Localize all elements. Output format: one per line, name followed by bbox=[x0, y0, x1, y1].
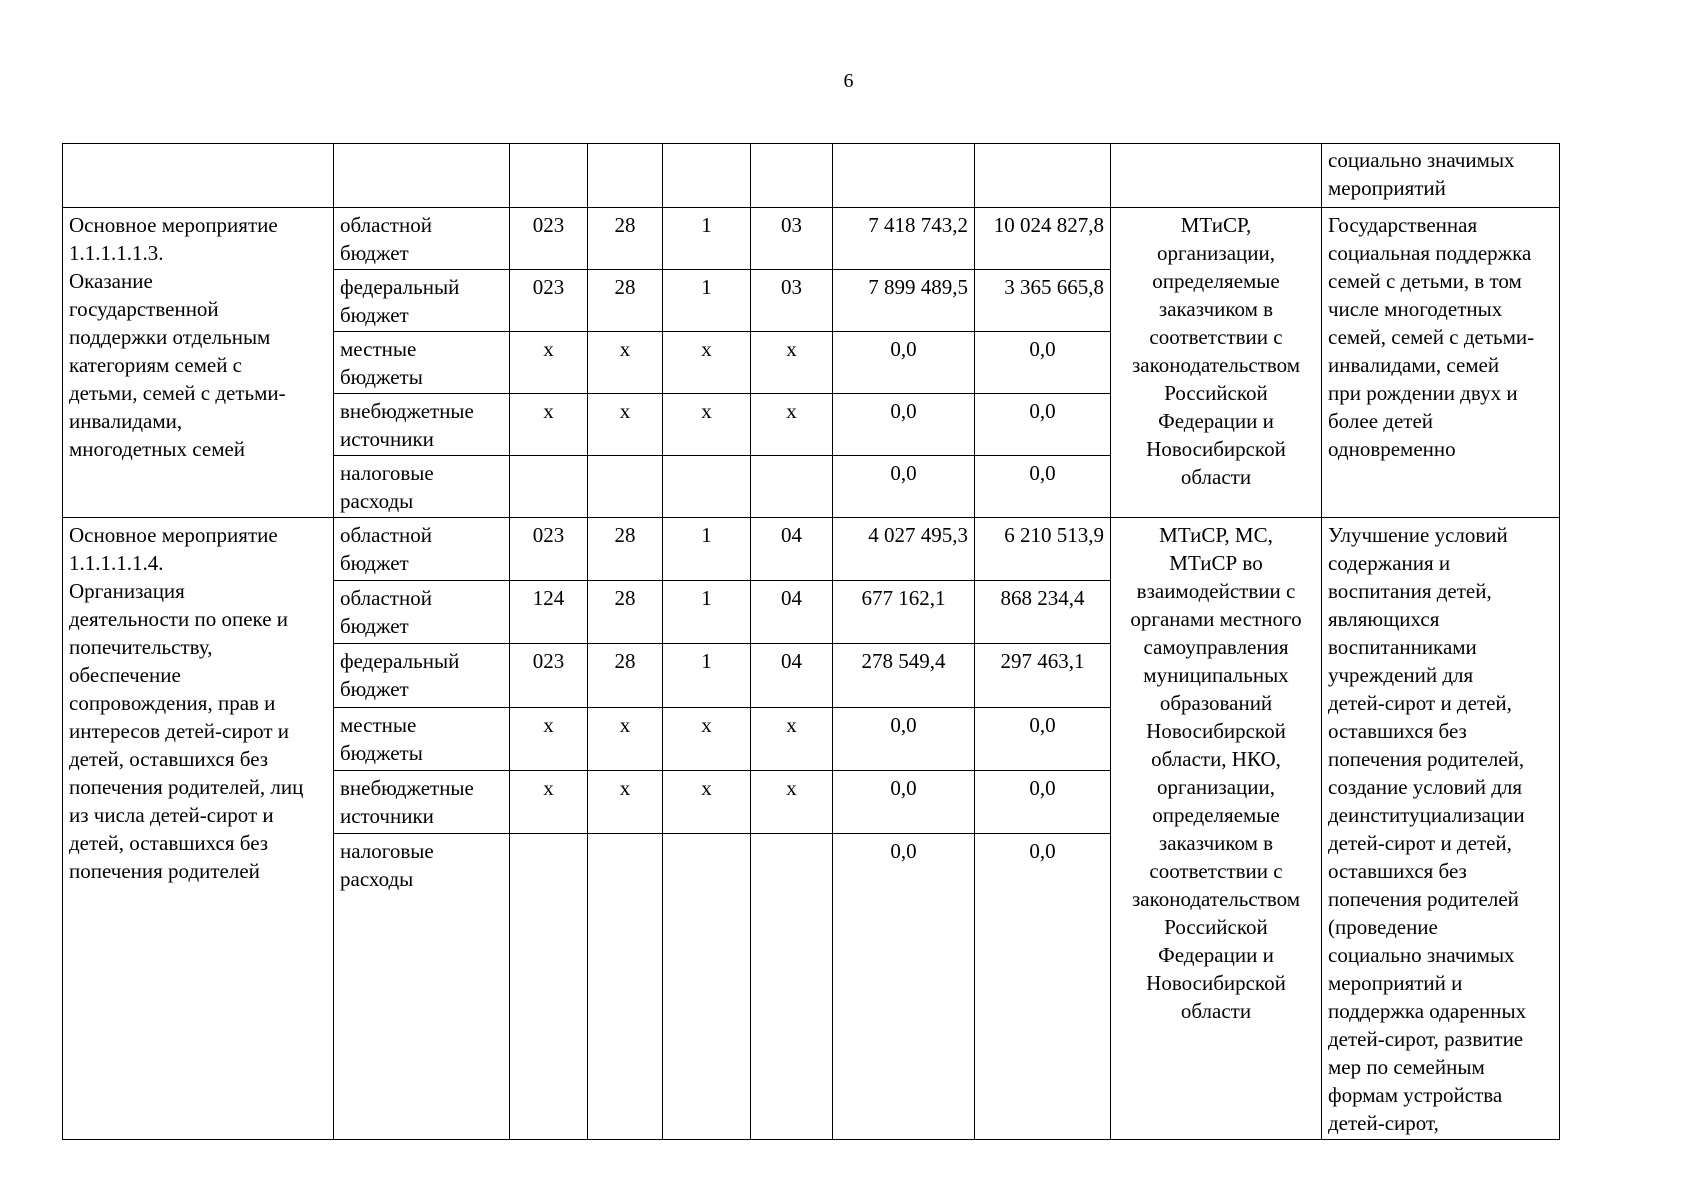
subsection-code: х bbox=[663, 707, 751, 770]
funding-source: внебюджетные источники bbox=[334, 394, 510, 456]
amount-value: 0,0 bbox=[833, 707, 975, 770]
page-number: 6 bbox=[843, 70, 854, 92]
empty-cell bbox=[663, 144, 751, 208]
grbs-code: х bbox=[510, 707, 588, 770]
grbs-code: х bbox=[510, 770, 588, 833]
section-code: 28 bbox=[588, 518, 663, 581]
amount-value: 0,0 bbox=[975, 770, 1111, 833]
amount-value: 0,0 bbox=[833, 834, 975, 1140]
section-code bbox=[588, 456, 663, 518]
grbs-code: 124 bbox=[510, 581, 588, 644]
empty-cell bbox=[588, 144, 663, 208]
amount-value: 0,0 bbox=[975, 707, 1111, 770]
subsection-code: 1 bbox=[663, 581, 751, 644]
amount-value: 0,0 bbox=[833, 394, 975, 456]
section-code: 28 bbox=[588, 581, 663, 644]
section-code: 28 bbox=[588, 208, 663, 270]
amount-value: 0,0 bbox=[975, 394, 1111, 456]
subsection-code: х bbox=[663, 394, 751, 456]
subsection-code: х bbox=[663, 770, 751, 833]
target-item-code bbox=[751, 834, 833, 1140]
executor-cell: МТиСР, МС, МТиСР во взаимодействии с органами местного самоуправления муниципальных образований Новосибирской области, НКО, организации, определяемые заказчиком в соответствии с законодательством Российской Федерации и Новосибирской области bbox=[1111, 518, 1322, 1140]
funding-source: налоговые расходы bbox=[334, 456, 510, 518]
amount-value: 868 234,4 bbox=[975, 581, 1111, 644]
funding-source: областной бюджет bbox=[334, 518, 510, 581]
empty-cell bbox=[1111, 144, 1322, 208]
section-code: х bbox=[588, 707, 663, 770]
target-item-code bbox=[751, 456, 833, 518]
amount-value: 297 463,1 bbox=[975, 644, 1111, 707]
funding-source: внебюджетные источники bbox=[334, 770, 510, 833]
grbs-code: 023 bbox=[510, 270, 588, 332]
subsection-code: х bbox=[663, 332, 751, 394]
subsection-code: 1 bbox=[663, 270, 751, 332]
section-code: х bbox=[588, 770, 663, 833]
funding-source: налоговые расходы bbox=[334, 834, 510, 1140]
subsection-code: 1 bbox=[663, 208, 751, 270]
empty-cell bbox=[833, 144, 975, 208]
subsection-code bbox=[663, 834, 751, 1140]
target-item-code: 04 bbox=[751, 644, 833, 707]
section-code: х bbox=[588, 394, 663, 456]
grbs-code bbox=[510, 456, 588, 518]
target-item-code: 03 bbox=[751, 270, 833, 332]
target-item-code: х bbox=[751, 394, 833, 456]
amount-value: 0,0 bbox=[975, 456, 1111, 518]
empty-cell bbox=[63, 144, 334, 208]
empty-cell bbox=[510, 144, 588, 208]
activity-row bbox=[63, 518, 1560, 581]
target-item-code: 04 bbox=[751, 581, 833, 644]
empty-cell bbox=[751, 144, 833, 208]
section-code: 28 bbox=[588, 644, 663, 707]
amount-value: 7 418 743,2 bbox=[833, 208, 975, 270]
subsection-code bbox=[663, 456, 751, 518]
amount-value: 278 549,4 bbox=[833, 644, 975, 707]
activity-title: Основное мероприятие 1.1.1.1.1.3. Оказание государственной поддержки отдельным категориям семей с детьми, семей с детьми- инвалидами, многодетных семей bbox=[63, 208, 334, 518]
executor-cell: МТиСР, организации, определяемые заказчиком в соответствии с законодательством Российской Федерации и Новосибирской области bbox=[1111, 208, 1322, 518]
continuation-row bbox=[63, 144, 1560, 208]
target-item-code: 03 bbox=[751, 208, 833, 270]
program-activities-table bbox=[62, 143, 1560, 1140]
empty-cell bbox=[975, 144, 1111, 208]
funding-source: областной бюджет bbox=[334, 208, 510, 270]
amount-value: 0,0 bbox=[833, 332, 975, 394]
amount-value: 0,0 bbox=[975, 834, 1111, 1140]
amount-value: 6 210 513,9 bbox=[975, 518, 1111, 581]
grbs-code: 023 bbox=[510, 208, 588, 270]
grbs-code: х bbox=[510, 332, 588, 394]
amount-value: 7 899 489,5 bbox=[833, 270, 975, 332]
target-item-code: х bbox=[751, 332, 833, 394]
result-cell: Улучшение условий содержания и воспитания детей, являющихся воспитанниками учреждений для детей-сирот и детей, оставшихся без попечения родителей, создание условий для деинституциализации детей-сирот и детей, оставшихся без попечения родителей (проведение социально значимых мероприятий и поддержка одаренных детей-сирот, развитие мер по семейным формам устройства детей-сирот, bbox=[1322, 518, 1560, 1140]
section-code: х bbox=[588, 332, 663, 394]
result-cell: социально значимых мероприятий bbox=[1322, 144, 1560, 208]
empty-cell bbox=[334, 144, 510, 208]
amount-value: 0,0 bbox=[833, 456, 975, 518]
funding-source: областной бюджет bbox=[334, 581, 510, 644]
target-item-code: х bbox=[751, 707, 833, 770]
target-item-code: 04 bbox=[751, 518, 833, 581]
funding-source: федеральный бюджет bbox=[334, 644, 510, 707]
subsection-code: 1 bbox=[663, 644, 751, 707]
result-cell: Государственная социальная поддержка семей с детьми, в том числе многодетных семей, семей с детьми- инвалидами, семей при рождении двух и более детей одновременно bbox=[1322, 208, 1560, 518]
grbs-code: 023 bbox=[510, 518, 588, 581]
funding-source: местные бюджеты bbox=[334, 707, 510, 770]
amount-value: 677 162,1 bbox=[833, 581, 975, 644]
section-code bbox=[588, 834, 663, 1140]
amount-value: 4 027 495,3 bbox=[833, 518, 975, 581]
target-item-code: х bbox=[751, 770, 833, 833]
grbs-code: х bbox=[510, 394, 588, 456]
activity-row bbox=[63, 208, 1560, 270]
section-code: 28 bbox=[588, 270, 663, 332]
amount-value: 0,0 bbox=[833, 770, 975, 833]
amount-value: 3 365 665,8 bbox=[975, 270, 1111, 332]
activity-title: Основное мероприятие 1.1.1.1.1.4. Организация деятельности по опеке и попечительству, обеспечение сопровождения, прав и интересов детей-сирот и детей, оставшихся без попечения родителей, лиц из числа детей-сирот и детей, оставшихся без попечения родителей bbox=[63, 518, 334, 1140]
subsection-code: 1 bbox=[663, 518, 751, 581]
amount-value: 0,0 bbox=[975, 332, 1111, 394]
funding-source: местные бюджеты bbox=[334, 332, 510, 394]
grbs-code bbox=[510, 834, 588, 1140]
funding-source: федеральный бюджет bbox=[334, 270, 510, 332]
amount-value: 10 024 827,8 bbox=[975, 208, 1111, 270]
grbs-code: 023 bbox=[510, 644, 588, 707]
